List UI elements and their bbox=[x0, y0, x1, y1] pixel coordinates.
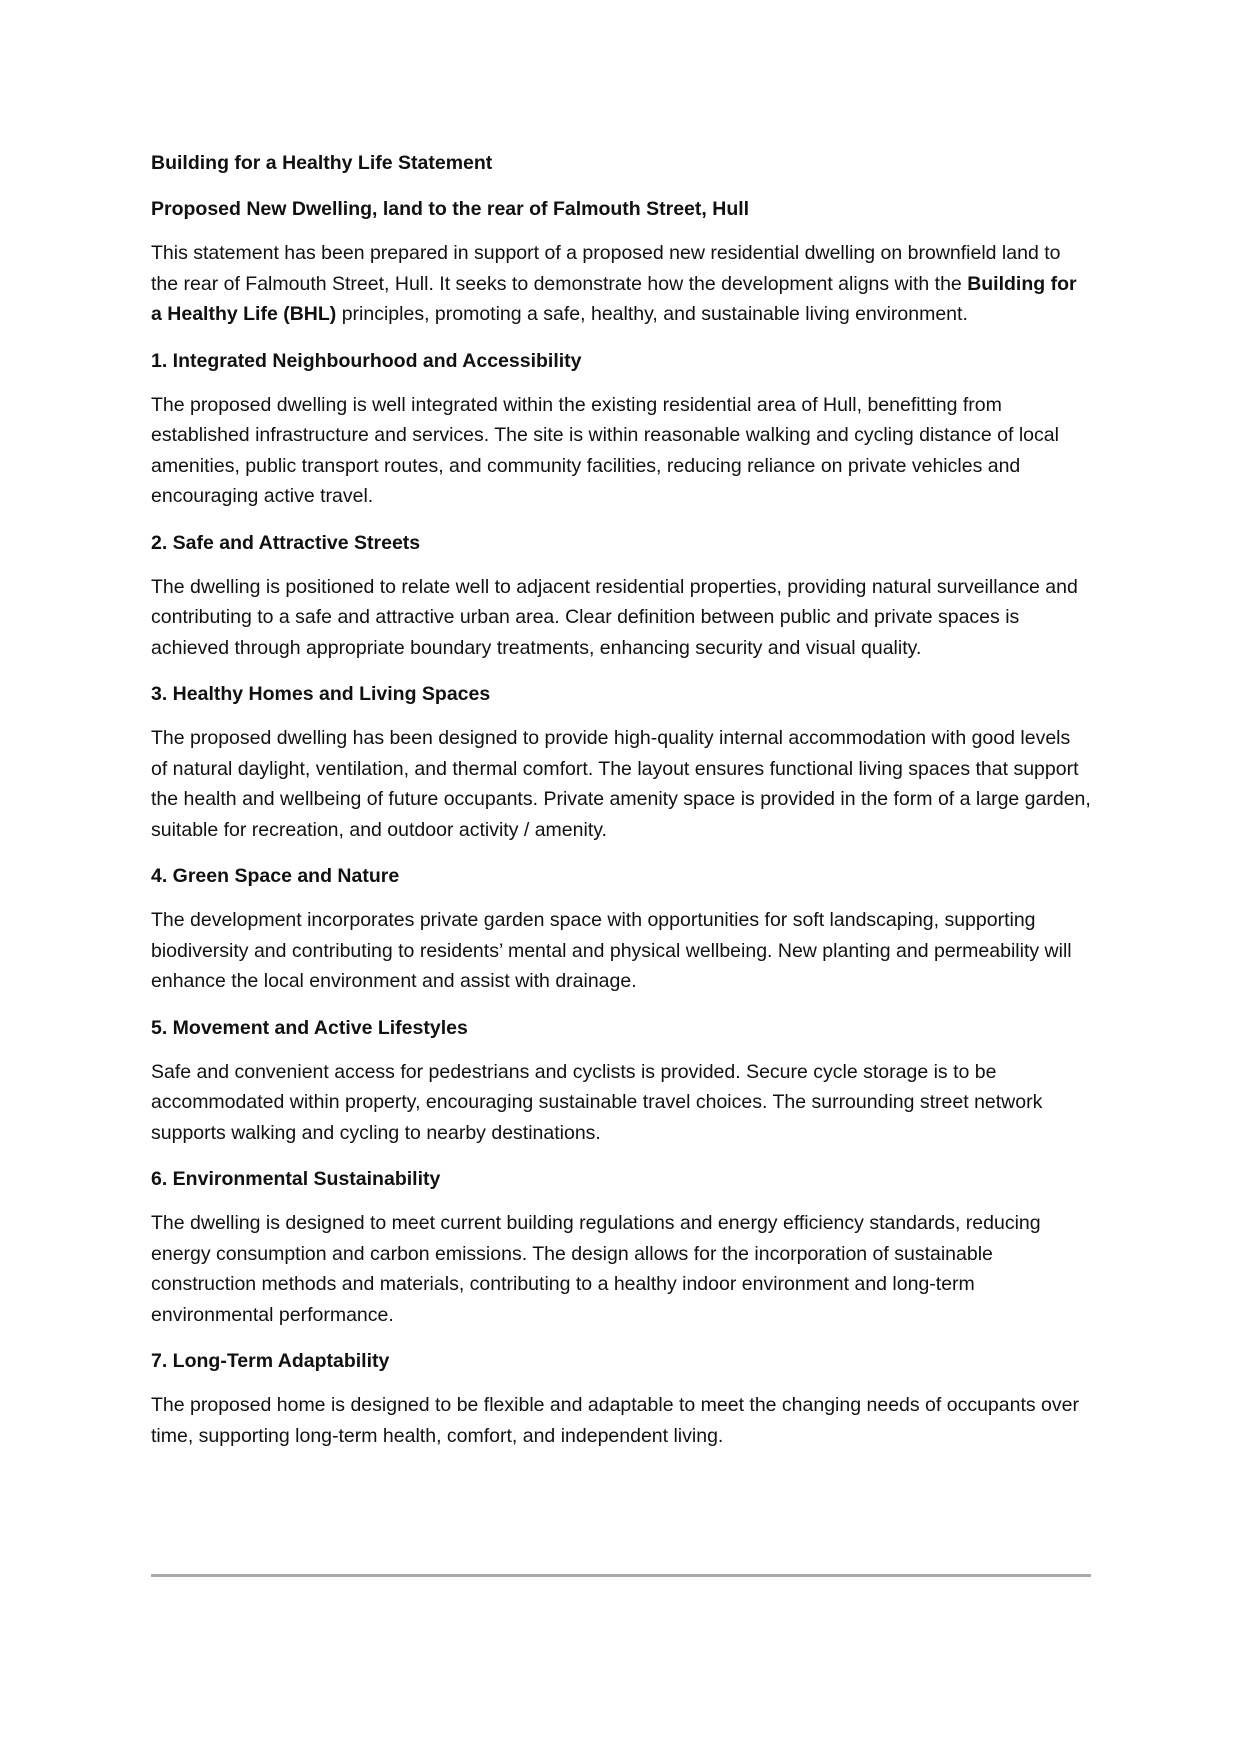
intro-text-start: This statement has been prepared in support of a proposed new residential dwelling on brownfield land to the rear of Falmouth Street, Hull. It seeks to demonstrate how the development aligns with the bbox=[151, 242, 1061, 295]
section-heading: 4. Green Space and Nature bbox=[151, 865, 400, 887]
section-body: The dwelling is designed to meet current building regulations and energy efficiency standards, reducing energy consumption and carbon emissions. The design allows for the incorporation of sustainable construction methods and materials, contributing to a healthy indoor environment and long-term environmental performance. bbox=[151, 1212, 1041, 1326]
section-movement bbox=[151, 1013, 1091, 1149]
section-body: The development incorporates private garden space with opportunities for soft landscaping, supporting biodiversity and contributing to residents’ mental and physical wellbeing. New planting and permeability will enhance the local environment and assist with drainage. bbox=[151, 909, 1072, 992]
document-title: Building for a Healthy Life Statement bbox=[151, 152, 493, 174]
section-environmental-sustainability bbox=[151, 1164, 1091, 1330]
intro-bold-term: Building for a Healthy Life (BHL) bbox=[151, 272, 1077, 325]
section-heading: 7. Long-Term Adaptability bbox=[151, 1350, 390, 1372]
section-body: The proposed home is designed to be flexible and adaptable to meet the changing needs of occupants over time, supporting long-term health, comfort, and independent living. bbox=[151, 1394, 1079, 1447]
section-heading: 2. Safe and Attractive Streets bbox=[151, 531, 421, 554]
section-body: Safe and convenient access for pedestrians and cyclists is provided. Secure cycle storage is to be accommodated within property, encouraging sustainable travel choices. The surrounding street network supports walking and cycling to nearby destinations. bbox=[151, 1060, 1043, 1144]
section-heading: 5. Movement and Active Lifestyles bbox=[151, 1016, 468, 1039]
section-heading: 3. Healthy Homes and Living Spaces bbox=[151, 683, 491, 705]
section-body: The proposed dwelling is well integrated within the existing residential area of Hull, benefitting from established infrastructure and services. The site is within reasonable walking and cycling distance of local amenities, public transport routes, and community facilities, reducing reliance on private vehicles and encouraging active travel. bbox=[151, 393, 1059, 507]
section-body: The dwelling is positioned to relate well to adjacent residential properties, providing natural surveillance and contributing to a safe and attractive urban area. Clear definition between public and private spaces is achieved through appropriate boundary treatments, enhancing security and visual quality. bbox=[151, 575, 1078, 659]
horizontal-rule bbox=[151, 1574, 1091, 1577]
section-green-space bbox=[151, 861, 1091, 997]
intro-paragraph bbox=[151, 238, 1091, 330]
section-adaptability bbox=[151, 1346, 1091, 1451]
section-safe-streets bbox=[151, 528, 1091, 664]
section-integrated-neighbourhood bbox=[151, 346, 1091, 512]
section-heading: 1. Integrated Neighbourhood and Accessibility bbox=[151, 349, 582, 372]
section-heading: 6. Environmental Sustainability bbox=[151, 1168, 441, 1190]
intro-text-end: principles, promoting a safe, healthy, and sustainable living environment. bbox=[336, 303, 968, 325]
section-body: The proposed dwelling has been designed to provide high-quality internal accommodation with good levels of natural daylight, ventilation, and thermal comfort. The layout ensures functional living spaces that support the health and wellbeing of future occupants. Private amenity space is provided in the form of a large garden, suitable for recreation, and outdoor activity / amenity. bbox=[151, 727, 1091, 841]
section-healthy-homes bbox=[151, 679, 1091, 845]
document-subtitle: Proposed New Dwelling, land to the rear of Falmouth Street, Hull bbox=[151, 198, 750, 220]
document-page bbox=[151, 148, 1091, 1467]
